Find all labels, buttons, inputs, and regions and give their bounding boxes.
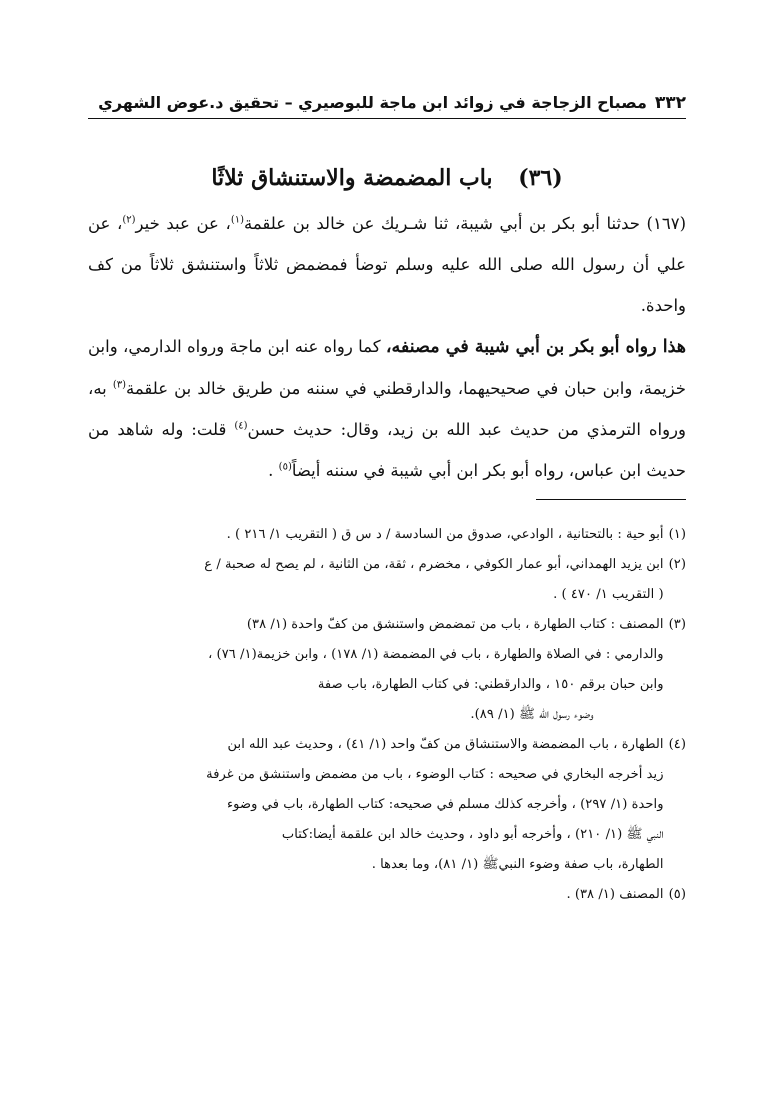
footnote-marker-5: (٥) <box>278 461 292 473</box>
footnote-3 <box>88 610 686 730</box>
footnote-line: ( التقريب ١/ ٤٧٠ ) . <box>553 587 664 602</box>
footnote-line: المصنف (١/ ٣٨) . <box>566 887 664 902</box>
footnote-number: (١) <box>668 527 686 542</box>
page-number: ٣٣٢ <box>654 93 686 113</box>
footnote-line: الطهارة، باب صفة وضوء النبيﷺ (١/ ٨١)، وما بعدها . <box>371 857 664 872</box>
footnote-marker-3: (٣) <box>112 379 127 391</box>
footnotes <box>88 520 686 910</box>
footnote-line: أبو حية : بالتحتانية ، الوادعي، صدوق من السادسة / د س ق ( التقريب ١/ ٢١٦ ) . <box>226 527 664 542</box>
commentary-paragraph <box>88 326 686 491</box>
footnote-marker-4: (٤) <box>234 420 248 432</box>
commentary-text-d: . <box>268 461 279 480</box>
footnote-marker-1: (١) <box>230 214 244 226</box>
commentary-text-c: قلت: وله شاهد من حديث ابن عباس، رواه أبو بكر ابن أبي شيبة في سننه أيضاً <box>88 420 686 480</box>
commentary-bold-intro: هذا رواه أبو بكر بن أبي شيبة في مصنفه، <box>385 337 686 357</box>
footnote-5 <box>88 880 686 910</box>
footnote-number: (٣) <box>668 617 686 632</box>
book-page <box>88 88 686 910</box>
footnote-line: ابن يزيد الهمداني، أبو عمار الكوفي ، مخضرم ، ثقة، من الثانية ، لم يصح له صحبة / ع <box>204 557 664 572</box>
commentary-text-b: به، ورواه الترمذي من حديث عبد الله بن زيد، وقال: حديث حسن <box>88 379 686 439</box>
footnote-separator <box>536 499 686 500</box>
hadith-text-a: (١٦٧) حدثنا أبو بكر بن أبي شيبة، ثنا شـريك عن خالد بن علقمة <box>244 214 686 233</box>
footnote-line: والدارمي : في الصلاة والطهارة ، باب في المضمضة (١/ ١٧٨) ، وابن خزيمة(١/ ٧٦) ، <box>208 647 664 662</box>
hadith-text-b: ، عن عبد خير <box>135 214 231 233</box>
chapter-heading <box>88 163 686 193</box>
footnote-line: المصنف : كتاب الطهارة ، باب من تمضمض واستنشق من كفّ واحدة (١/ ٣٨) <box>246 617 664 632</box>
footnote-number: (٥) <box>668 887 686 902</box>
footnote-line: وابن حبان برقم ١٥٠ ، والدارقطني: في كتاب الطهارة، باب صفة <box>317 677 664 692</box>
footnote-number: (٤) <box>668 737 686 752</box>
main-text <box>88 203 686 491</box>
hadith-paragraph <box>88 203 686 326</box>
footnote-line: وضوء رسول الله ﷺ (١/ ٨٩). <box>470 707 594 722</box>
footnote-marker-2: (٢) <box>122 214 136 226</box>
footnote-2 <box>88 550 686 610</box>
hadith-text-c: ، عن علي أن رسول الله صلى الله عليه وسلم توضأ فمضمض ثلاثاً واستنشق ثلاثاً من كف واحدة. <box>88 214 686 315</box>
footnote-line: واحدة (١/ ٢٩٧) ، وأخرجه كذلك مسلم في صحيحه: كتاب الطهارة، باب في وضوء <box>226 797 664 812</box>
footnote-line: زيد أخرجه البخاري في صحيحه : كتاب الوضوء ، باب من مضمض واستنشق من غرفة <box>206 767 664 782</box>
chapter-number: (٣٦) <box>518 165 563 191</box>
chapter-title: باب المضمضة والاستنشاق ثلاثًا <box>211 165 493 191</box>
running-title: مصباح الزجاجة في زوائد ابن ماجة للبوصيري – تحقيق د.عوض الشهري <box>98 93 647 112</box>
footnote-1 <box>88 520 686 550</box>
commentary-text-a: كما رواه عنه ابن ماجة ورواه الدارمي، وابن خزيمة، وابن حبان في صحيحيهما، والدارقطني في سننه من طريق خالد بن علقمة <box>88 337 687 398</box>
footnote-4 <box>88 730 686 880</box>
footnote-number: (٢) <box>668 557 686 572</box>
footnote-line: النبي ﷺ (١/ ٢١٠) ، وأخرجه أبو داود ، وحديث خالد ابن علقمة أيضا:كتاب <box>281 827 664 842</box>
footnote-line: الطهارة ، باب المضمضة والاستنشاق من كفّ واحد (١/ ٤١) ، وحديث عبد الله ابن <box>227 737 664 752</box>
running-header <box>88 88 686 118</box>
header-rule <box>88 118 686 119</box>
